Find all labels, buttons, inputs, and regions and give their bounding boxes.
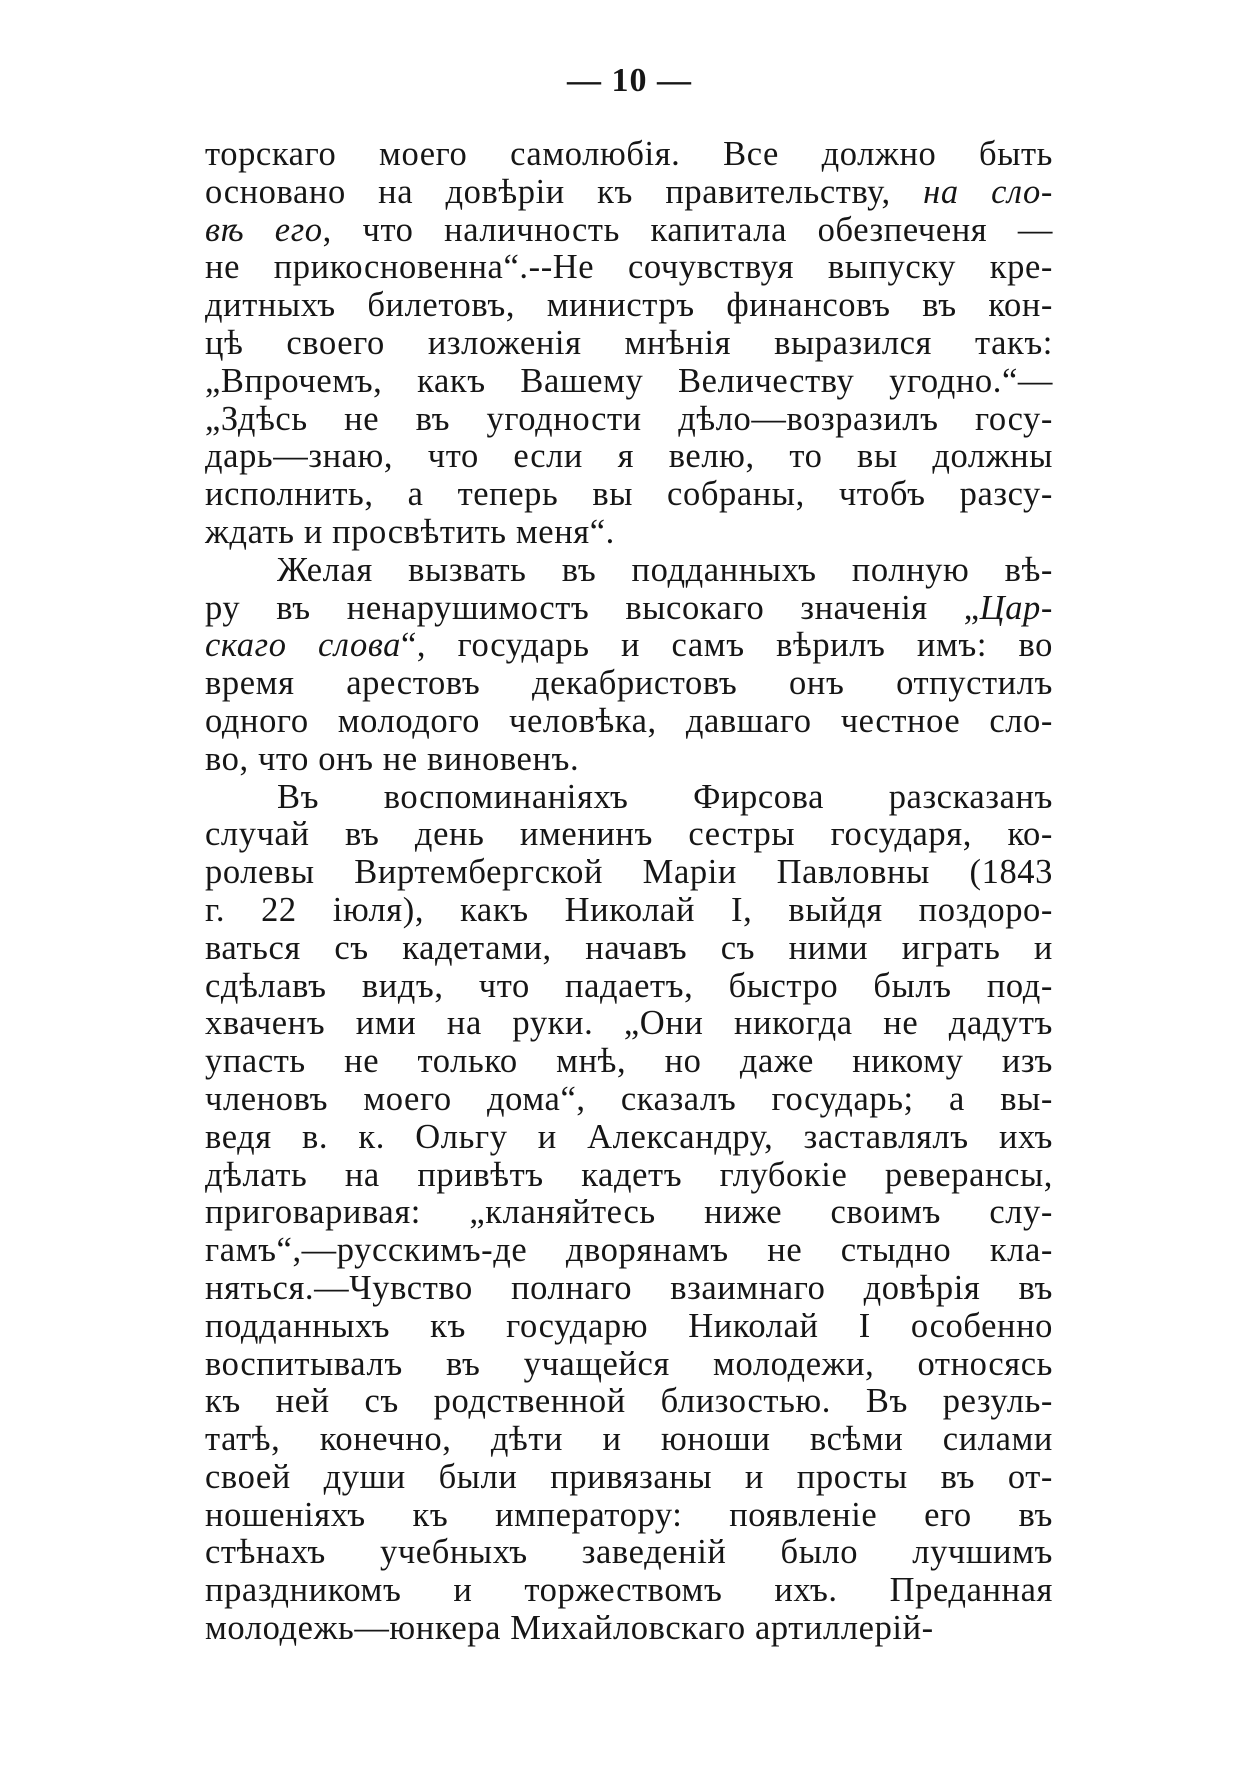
- italic-run: на сло-: [923, 172, 1053, 211]
- text-run: одного молодого человѣка, давшаго честное сло-: [205, 701, 1053, 740]
- text-run: во, что онъ не виновенъ.: [205, 739, 580, 778]
- text-line: [205, 476, 1053, 514]
- italic-run: вѣ его: [205, 210, 323, 249]
- text-run: татѣ, конечно, дѣти и юноши всѣми силами: [205, 1420, 1053, 1459]
- text-run: дѣлать на привѣтъ кадетъ глубокіе реверансы,: [205, 1155, 1053, 1194]
- text-line: [205, 1270, 1053, 1308]
- text-run: не прикосновенна“.--Не сочувствуя выпуску кре-: [205, 248, 1053, 287]
- text-run: Желая вызвать въ подданныхъ полную вѣ-: [277, 550, 1053, 589]
- text-run: сдѣлавъ видъ, что падаетъ, быстро былъ под-: [205, 966, 1053, 1005]
- text-run: къ ней съ родственной близостью. Въ резуль-: [205, 1382, 1053, 1421]
- text-run: г. 22 іюля), какъ Николай І, выйдя поздоро-: [205, 890, 1053, 929]
- text-line: [205, 325, 1053, 363]
- text-run: ваться съ кадетами, начавъ съ ними играть и: [205, 928, 1053, 967]
- text-line: [205, 1157, 1053, 1195]
- text-run: „Здѣсь не въ угодности дѣло—возразилъ госу-: [205, 399, 1053, 438]
- text-line: [205, 779, 1053, 817]
- text-line: [205, 514, 1053, 552]
- text-run: упасть не только мнѣ, но даже никому изъ: [205, 1042, 1053, 1081]
- text-line: [205, 1194, 1053, 1232]
- text-run: праздникомъ и торжествомъ ихъ. Преданная: [205, 1571, 1053, 1610]
- text-run: няться.—Чувство полнаго взаимнаго довѣрія въ: [205, 1268, 1053, 1307]
- text-line: [205, 968, 1053, 1006]
- text-run: „Впрочемъ, какъ Вашему Величеству угодно.“—: [205, 361, 1053, 400]
- text-run: подданныхъ къ государю Николай І особенно: [205, 1306, 1053, 1345]
- text-run: стѣнахъ учебныхъ заведеній было лучшимъ: [205, 1533, 1053, 1572]
- text-line: [205, 1119, 1053, 1157]
- text-line: [205, 249, 1053, 287]
- text-run: дарь—знаю, что если я велю, то вы должны: [205, 437, 1053, 476]
- text-line: [205, 136, 1053, 174]
- text-line: [205, 892, 1053, 930]
- italic-run: Цар-: [979, 588, 1053, 627]
- text-line: [205, 1308, 1053, 1346]
- text-line: [205, 665, 1053, 703]
- page-number: — 10 —: [567, 62, 692, 99]
- text-run: гамъ“,—русскимъ-де дворянамъ не стыдно кла-: [205, 1231, 1053, 1270]
- text-line: [205, 1534, 1053, 1572]
- text-run: время арестовъ декабристовъ онъ отпустилъ: [205, 664, 1053, 703]
- text-line: [205, 212, 1053, 250]
- text-line: [205, 1421, 1053, 1459]
- text-run: ру въ ненарушимостъ высокаго значенія „: [205, 588, 980, 627]
- text-run: воспитывалъ въ учащейся молодежи, относясь: [205, 1344, 1053, 1383]
- text-line: [205, 703, 1053, 741]
- text-run: членовъ моего дома“, сказалъ государь; а вы-: [205, 1079, 1053, 1118]
- text-run: хваченъ ими на руки. „Они никогда не дадутъ: [205, 1004, 1053, 1043]
- text-line: [205, 854, 1053, 892]
- text-run: , что наличность капитала обезпеченя —: [322, 210, 1053, 249]
- text-run: молодежь—юнкера Михайловскаго артиллерій-: [205, 1609, 934, 1648]
- text-run: цѣ своего изложенія мнѣнія выразился такъ:: [205, 323, 1053, 362]
- text-line: [205, 627, 1053, 665]
- text-run: “, государь и самъ вѣрилъ имъ: во: [401, 626, 1053, 665]
- text-line: [205, 1610, 1053, 1648]
- text-line: [205, 1081, 1053, 1119]
- text-line: [205, 1232, 1053, 1270]
- text-run: ролевы Виртембергской Маріи Павловны (1843: [205, 853, 1053, 892]
- text-line: [205, 1043, 1053, 1081]
- text-run: ношеніяхъ къ императору: появленіе его въ: [205, 1495, 1053, 1534]
- text-line: [205, 590, 1053, 628]
- text-run: дитныхъ билетовъ, министръ финансовъ въ кон-: [205, 286, 1053, 325]
- text-line: [205, 287, 1053, 325]
- text-line: [205, 816, 1053, 854]
- text-run: приговаривая: „кланяйтесь ниже своимъ слу-: [205, 1193, 1053, 1232]
- text-run: своей души были привязаны и просты въ от-: [205, 1457, 1053, 1496]
- text-line: [205, 1497, 1053, 1535]
- text-line: [205, 1459, 1053, 1497]
- text-line: [205, 1383, 1053, 1421]
- text-line: [205, 174, 1053, 212]
- italic-run: скаго слова: [205, 626, 402, 665]
- body-text: [205, 136, 1053, 1648]
- text-line: [205, 1346, 1053, 1384]
- text-run: торскаго моего самолюбія. Все должно быть: [205, 135, 1053, 173]
- text-run: ждать и просвѣтить меня“.: [205, 512, 615, 551]
- text-run: основано на довѣріи къ правительству,: [205, 172, 924, 211]
- text-line: [205, 1005, 1053, 1043]
- text-run: исполнить, а теперь вы собраны, чтобъ разсу-: [205, 475, 1053, 514]
- text-line: [205, 363, 1053, 401]
- text-line: [205, 401, 1053, 439]
- text-line: [205, 930, 1053, 968]
- text-run: ведя в. к. Ольгу и Александру, заставлялъ ихъ: [205, 1117, 1053, 1156]
- text-line: [205, 552, 1053, 590]
- text-line: [205, 1572, 1053, 1610]
- text-line: [205, 741, 1053, 779]
- text-run: случай въ день именинъ сестры государя, ко-: [205, 815, 1053, 854]
- text-line: [205, 438, 1053, 476]
- text-run: Въ воспоминаніяхъ Фирсова разсказанъ: [277, 777, 1053, 816]
